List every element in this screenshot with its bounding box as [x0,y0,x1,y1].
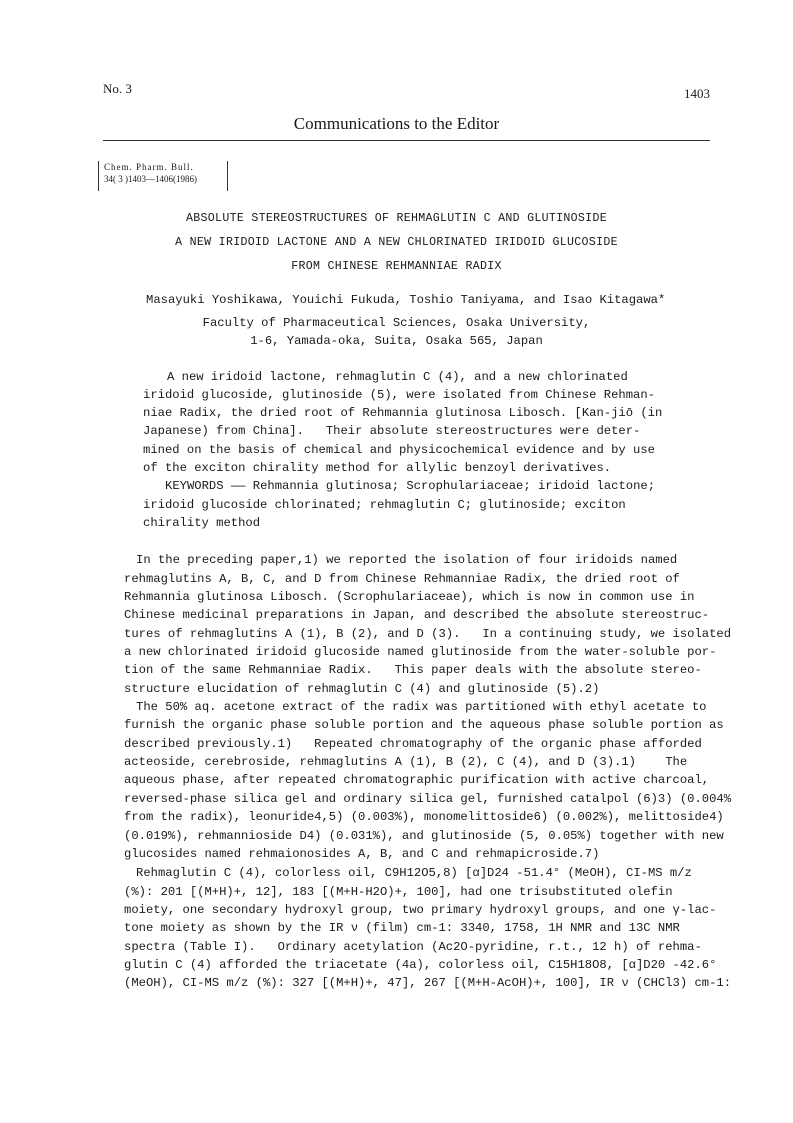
section-title: Communications to the Editor [293,114,500,133]
paper-title-line-2: A NEW IRIDOID LACTONE AND A NEW CHLORINATED IRIDOID GLUCOSIDE [175,236,618,249]
body-line: acteoside, cerebroside, rehmaglutins A (1), B (2), C (4), and D (3).1) The [124,755,688,769]
body-line: reversed-phase silica gel and ordinary silica gel, furnished catalpol (6)3) (0.004% [124,792,732,806]
citation-volume: 34( 3 )1403—1406(1986) [104,174,197,184]
section-rule [103,140,710,141]
body-line: Rehmaglutin C (4), colorless oil, C9H12O5,8) [α]D24 -51.4° (MeOH), CI-MS m/z [136,866,692,880]
body-line: described previously.1) Repeated chromatography of the organic phase afforded [124,737,702,751]
citation-box [98,161,228,191]
abstract-line: of the exciton chirality method for allylic benzoyl derivatives. [143,461,612,475]
body-line: structure elucidation of rehmaglutin C (4) and glutinoside (5).2) [124,682,600,696]
body-line: The 50% aq. acetone extract of the radix was partitioned with ethyl acetate to [136,700,707,714]
abstract-line: niae Radix, the dried root of Rehmannia glutinosa Libosch. [Kan-jiō (in [143,406,663,420]
body-line: tures of rehmaglutins A (1), B (2), and D (3). In a continuing study, we isolated [124,627,732,641]
body-line: aqueous phase, after repeated chromatographic purification with active charcoal, [124,773,710,787]
keywords-line: iridoid glucoside chlorinated; rehmaglutin C; glutinoside; exciton [143,498,626,512]
body-line: from the radix), leonuride4,5) (0.003%), monomelittoside6) (0.002%), melittoside4) [124,810,724,824]
body-line: furnish the organic phase soluble portion and the aqueous phase soluble portion as [124,718,724,732]
affiliation-line-1: Faculty of Pharmaceutical Sciences, Osaka University, [202,316,591,330]
body-line: (MeOH), CI-MS m/z (%): 327 [(M+H)+, 47], 267 [(M+H-AcOH)+, 100], IR ν (CHCl3) cm-1: [124,976,732,990]
body-line: a new chlorinated iridoid glucoside named glutinoside from the water-soluble por- [124,645,717,659]
affiliation-line-2: 1-6, Yamada-oka, Suita, Osaka 565, Japan [250,334,543,348]
body-line: moiety, one secondary hydroxyl group, two primary hydroxyl groups, and one γ-lac- [124,903,717,917]
paper-title-line-1: ABSOLUTE STEREOSTRUCTURES OF REHMAGLUTIN C AND GLUTINOSIDE [186,212,607,225]
body-line: (%): 201 [(M+H)+, 12], 183 [(M+H-H2O)+, 100], had one trisubstituted olefin [124,885,673,899]
body-line: rehmaglutins A, B, C, and D from Chinese Rehmanniae Radix, the dried root of [124,572,680,586]
body-line: Rehmannia glutinosa Libosch. (Scrophulariaceae), which is now in common use in [124,590,695,604]
abstract-line: Japanese) from China]. Their absolute stereostructures were deter- [143,424,641,438]
abstract-line: iridoid glucoside, glutinoside (5), were isolated from Chinese Rehman- [143,388,655,402]
keywords-line: KEYWORDS —— Rehmannia glutinosa; Scrophulariaceae; iridoid lactone; [165,479,656,493]
body-line: (0.019%), rehmannioside D4) (0.031%), and glutinoside (5, 0.05%) together with new [124,829,724,843]
body-line: glucosides named rehmaionosides A, B, and C and rehmapicroside.7) [124,847,600,861]
abstract-line: A new iridoid lactone, rehmaglutin C (4), and a new chlorinated [167,370,628,384]
body-line: Chinese medicinal preparations in Japan, and described the absolute stereostruc- [124,608,710,622]
body-line: tion of the same Rehmanniae Radix. This paper deals with the absolute stereo- [124,663,702,677]
authors: Masayuki Yoshikawa, Youichi Fukuda, Toshio Taniyama, and Isao Kitagawa* [146,293,666,307]
paper-title-line-3: FROM CHINESE REHMANNIAE RADIX [291,260,502,273]
citation-journal: Chem. Pharm. Bull. [104,162,194,172]
abstract-line: mined on the basis of chemical and physicochemical evidence and by use [143,443,655,457]
body-line: glutin C (4) afforded the triacetate (4a), colorless oil, C15H18O8, [α]D20 -42.6° [124,958,717,972]
journal-issue: No. 3 [103,81,132,96]
body-line: In the preceding paper,1) we reported the isolation of four iridoids named [136,553,678,567]
page-number: 1403 [684,86,710,101]
keywords-line: chirality method [143,516,261,530]
body-line: tone moiety as shown by the IR ν (film) cm-1: 3340, 1758, 1H NMR and 13C NMR [124,921,680,935]
body-line: spectra (Table I). Ordinary acetylation (Ac2O-pyridine, r.t., 12 h) of rehma- [124,940,702,954]
